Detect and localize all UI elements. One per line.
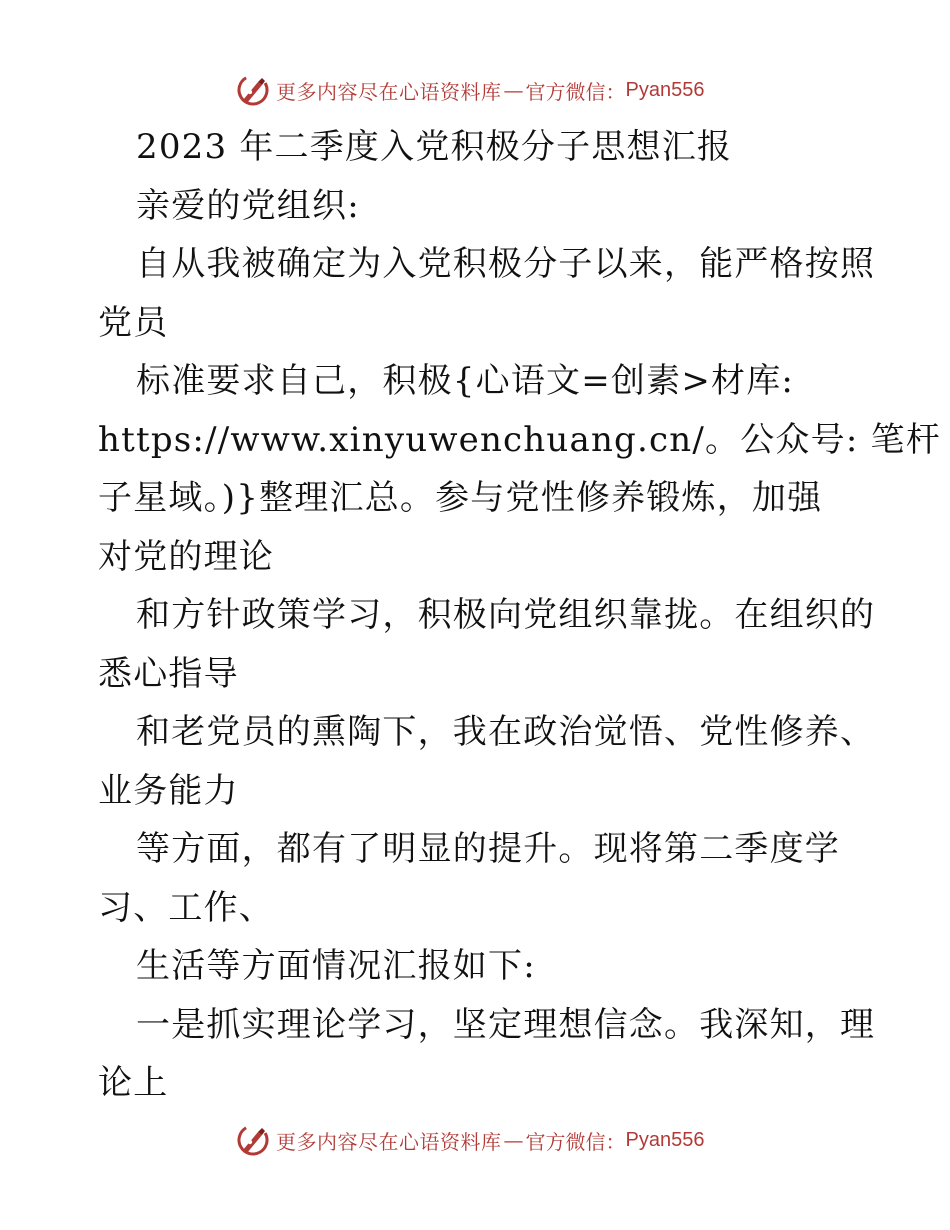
- text-line: 业务能力: [98, 770, 239, 811]
- text-line: https://www.xinyuwenchuang.cn/。公众号: 笔杆: [98, 419, 941, 460]
- header-banner: [236, 72, 704, 108]
- banner-title: 更多内容尽在心语资料库: [276, 79, 502, 104]
- banner-subtitle: 官方微信：: [525, 1129, 626, 1154]
- text-line: 和方针政策学习，积极向党组织靠拢。在组织的: [136, 595, 876, 635]
- text-line: 和老党员的熏陶下，我在政治觉悟、党性修养、: [136, 712, 876, 752]
- pen-circle-logo-icon: [236, 73, 270, 107]
- banner-title: 更多内容尽在心语资料库: [276, 1129, 502, 1154]
- document-body: [98, 118, 941, 1113]
- text-line: 自从我被确定为入党积极分子以来，能严格按照: [136, 244, 876, 284]
- text-line: 标准要求自己，积极{心语文=创素>材库:: [136, 361, 795, 401]
- text-line: 一是抓实理论学习，坚定理想信念。我深知，理: [136, 1004, 876, 1045]
- banner-wechat-id: Pyan556: [625, 1128, 705, 1151]
- footer-banner: [236, 1122, 704, 1158]
- banner-subtitle: 官方微信：: [525, 79, 626, 104]
- banner-separator: —: [503, 78, 524, 102]
- text-line: 论上: [98, 1063, 169, 1103]
- text-line: 等方面，都有了明显的提升。现将第二季度学: [136, 829, 840, 869]
- text-line: 习、工作、: [98, 887, 274, 928]
- pen-circle-logo-icon: [236, 1123, 270, 1157]
- text-line: 党员: [98, 302, 169, 343]
- banner-separator: —: [503, 1128, 524, 1152]
- text-line: 悉心指导: [98, 653, 239, 694]
- text-line: 生活等方面情况汇报如下:: [136, 946, 536, 986]
- banner-wechat-id: Pyan556: [625, 78, 705, 101]
- text-line: 对党的理论: [98, 536, 274, 577]
- text-line: 子星域。)}整理汇总。参与党性修养锻炼，加强: [98, 478, 823, 518]
- text-line: 2023 年二季度入党积极分子思想汇报: [136, 127, 733, 167]
- text-line: 亲爱的党组织:: [136, 185, 360, 226]
